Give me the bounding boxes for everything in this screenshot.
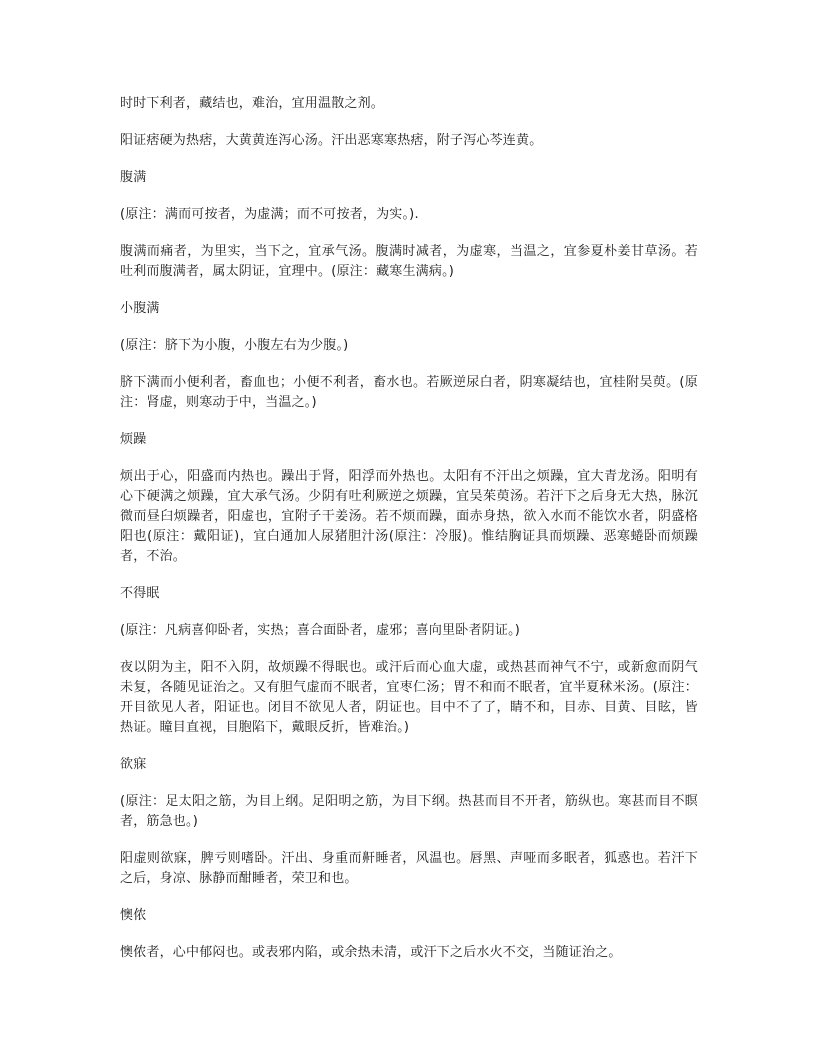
paragraph-fanzao: 烦出于心，阳盛而内热也。躁出于肾，阳浮而外热也。太阳有不汗出之烦躁，宜大青龙汤。阳明有心下硬满之烦躁，宜大承气汤。少阴有吐利厥逆之烦躁，宜吴茱萸汤。若汗下之后身无大热，脉沉微而昼臼烦躁者，阳虚也，宜附子干姜汤。若不烦而躁，面赤身热，欲入水而不能饮水者，阴盛格阳也(原注：戴阳证)，宜白通加人尿猪胆汁汤(原注：冷服)。惟结胸证具而烦躁、恶寒蜷卧而烦躁者，不治。	[120, 469, 698, 564]
section-heading-budemian: 不得眠	[120, 586, 160, 601]
section-heading-fanzao: 烦躁	[120, 432, 147, 447]
paragraph-aonong: 懊侬者，心中郁闷也。或表邪内陷，或余热未清，或汗下之后水火不交，当随证治之。	[120, 945, 622, 960]
section-heading-yumei: 欲寐	[120, 757, 147, 772]
paragraph-xiaofuman: 脐下满而小便利者，畜血也；小便不利者，畜水也。若厥逆尿白者，阴寒凝结也，宜桂附吴萸。(原注：肾虚，则寒动于中，当温之。)	[120, 375, 698, 410]
note-xiaofuman: (原注：脐下为小腹，小腹左右为少腹。)	[120, 338, 349, 353]
paragraph-yumei: 阳虚则欲寐，脾亏则嗜卧。汗出、身重而鼾睡者，风温也。唇黑、声哑而多眠者，狐惑也。若汗下之后，身凉、脉静而酣睡者，荣卫和也。	[120, 851, 698, 886]
paragraph-zangjie: 时时下利者，藏结也，难治，宜用温散之剂。	[120, 96, 385, 111]
note-budemian: (原注：凡病喜仰卧者，实热；喜合面卧者，虚邪；喜向里卧者阴证。)	[120, 623, 521, 638]
paragraph-fuman: 腹满而痛者，为里实，当下之，宜承气汤。腹满时减者，为虚寒，当温之，宜参夏朴姜甘草汤。若吐利而腹满者，属太阴证，宜理中。(原注：藏寒生满病。)	[120, 244, 698, 279]
document-body	[120, 94, 698, 980]
note-fuman: (原注：满而可按者，为虚满；而不可按者，为实。).	[120, 207, 419, 222]
section-heading-aonong: 懊侬	[120, 908, 147, 923]
paragraph-budemian: 夜以阴为主，阳不入阴，故烦躁不得眠也。或汗后而心血大虚，或热甚而神气不宁，或新愈而阴气未复，各随见证治之。又有胆气虚而不眠者，宜枣仁汤；胃不和而不眠者，宜半夏秫米汤。(原注：开目欲见人者，阳证也。闭目不欲见人者，阴证也。目中不了了，睛不和，目赤、目黄、目眩，皆热证。瞳目直视，目胞陷下，戴眼反折，皆难治。)	[120, 660, 698, 735]
section-heading-fuman: 腹满	[120, 170, 147, 185]
paragraph-yangzheng-pi: 阳证痞硬为热痞，大黄黄连泻心汤。汗出恶寒寒热痞，附子泻心芩连黄。	[120, 133, 543, 148]
section-heading-xiaofuman: 小腹满	[120, 301, 160, 316]
note-yumei: (原注：足太阳之筋，为目上纲。足阳明之筋，为目下纲。热甚而目不开者，筋纵也。寒甚而目不瞑者，筋急也。)	[120, 794, 698, 829]
